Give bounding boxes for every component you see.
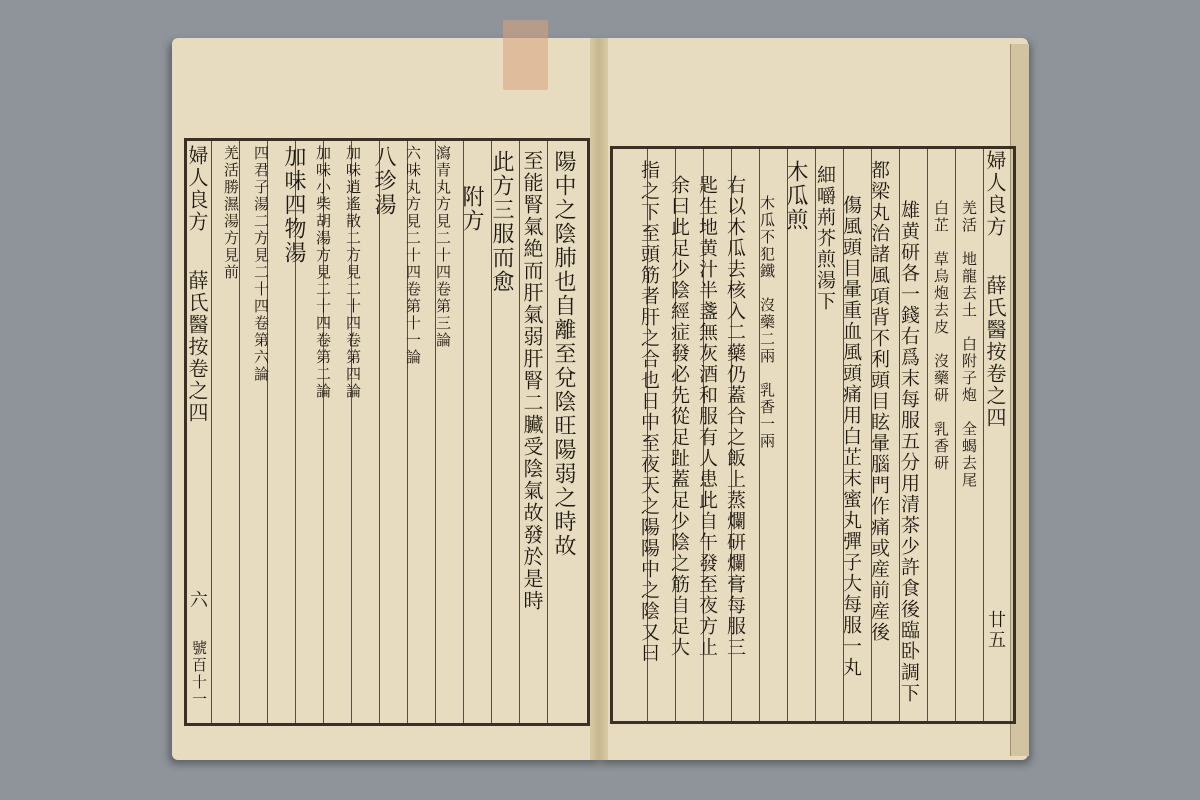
left-col-12: 羌活勝濕湯方見前 [222, 145, 240, 281]
left-folio-number: 號百十一 [190, 640, 208, 708]
left-col-6: 六味丸方見二十四卷第十一論 [404, 145, 422, 366]
left-col-1: 陽中之陰肺也自離至兌陰旺陽弱之時故 [551, 150, 576, 558]
right-title: 薛氏醫按卷之四 [983, 275, 1007, 429]
left-title: 薛氏醫按卷之四 [185, 270, 209, 424]
library-seal [503, 20, 548, 90]
right-col-5: 傷風頭目暈重血風頭痛用白芷末蜜丸彈子大每服一丸 [840, 195, 862, 678]
right-col-8: 木瓜不犯鐵 沒藥二兩 乳香一兩 [758, 195, 776, 450]
left-banner: 婦人良方 [185, 145, 209, 233]
right-banner: 婦人良方 [983, 150, 1007, 238]
left-col-2: 至能腎氣絶而肝氣弱肝腎二臟受陰氣故發於是時 [520, 150, 544, 612]
right-col-7: 木瓜煎 [783, 160, 808, 232]
left-col-11: 四君子湯二方見二十四卷第六論 [252, 145, 270, 383]
right-col-9: 右以木瓜去核入二藥仍蓋合之飯上蒸爛研爛膏每服三 [724, 175, 746, 658]
left-col-4: 附方 [459, 185, 484, 233]
right-col-10: 匙生地黄汁半盞無灰酒和服有人患此自午發至夜方止 [696, 175, 718, 658]
left-col-3: 此方三服而愈 [489, 150, 514, 294]
right-col-12: 指之下至頭筋者肝之合也日中至夜天之陽陽中之陰又曰 [638, 160, 660, 664]
right-col-4: 都梁丸治諸風項背不利頭目眩暈腦門作痛或産前産後 [868, 160, 890, 643]
left-col-7: 八珍湯 [371, 145, 396, 217]
right-col-6: 細嚼荊芥煎湯下 [814, 165, 836, 312]
left-col-10: 加味四物湯 [281, 145, 306, 265]
right-col-11: 余曰此足少陰經症發必先從足趾蓋足少陰之筋自足大 [668, 175, 690, 658]
right-col-1: 羌活 地龍去土 白附子炮 全蝎去尾 [960, 200, 978, 489]
book-gutter [590, 38, 608, 760]
left-folio: 六 [187, 590, 208, 610]
right-col-3: 雄黄研各一錢右爲末每服五分用清茶少許食後臨卧調下 [898, 200, 920, 704]
right-folio: 廿五 [985, 610, 1006, 650]
left-col-9: 加味小柴胡湯方見二十四卷第二論 [314, 145, 332, 400]
right-col-2: 白芷 草烏炮去皮 沒藥研 乳香研 [932, 200, 950, 472]
left-col-8: 加味逍遙散二方見二十四卷第四論 [344, 145, 362, 400]
left-col-5: 瀉青丸方見二十四卷第三論 [434, 145, 452, 349]
